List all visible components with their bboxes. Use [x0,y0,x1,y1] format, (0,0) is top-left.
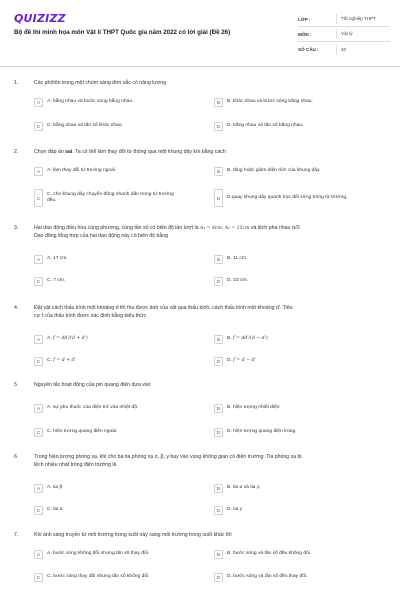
focal-formula: f = dd'/(d + d') [52,336,88,342]
option-text: A. sự phụ thuộc của điện trở vào nhiệt độ. [47,405,139,411]
option-letter: A [34,335,43,344]
option-b[interactable] [214,255,388,264]
option-letter: C [34,573,43,582]
option-text: C. hiện tượng quang điện ngoài. [47,429,118,435]
option-label: A. [47,336,52,342]
option-a[interactable] [34,98,208,107]
question-text [34,305,388,320]
option-a[interactable] [34,335,208,344]
option-text [227,336,268,342]
option-b[interactable] [214,167,388,176]
option-a[interactable] [34,484,208,493]
question-text-post: . Ta có thể làm thay đổi từ thông qua một khung dây kín bằng cách [72,149,226,155]
option-letter: C [34,122,43,131]
question-number: 3. [14,225,19,231]
option-c[interactable] [34,277,208,286]
option-text: A. tia β [47,485,63,491]
question-text-line2: Dao động tổng hợp của hai dao động này có biên độ bằng [34,232,169,239]
question-number: 7. [14,532,19,538]
meta-value: 40 [336,45,390,55]
question-text-pre: Chọn đáp án [34,149,66,155]
option-b[interactable] [214,335,388,344]
meta-value: Vật lý [336,29,390,39]
option-a[interactable] [34,404,208,413]
option-letter: D [214,506,223,515]
option-text: A. làm thay đổi từ trường ngoài. [47,168,117,174]
meta-info-box [298,12,390,57]
option-a[interactable] [34,167,208,176]
focal-formula: f = d − d' [233,358,256,364]
option-label: C. [47,358,52,364]
question-number: 1. [14,80,19,86]
question-text: Nguyên tắc hoạt động của pin quang điện dựa vào [34,382,151,388]
option-text: B. bước sóng và tần số đều không đổi. [227,551,312,557]
quizizz-logo: QUIZIZZ [14,12,66,25]
option-d[interactable] [214,357,388,366]
option-d[interactable] [214,506,388,515]
option-label: D. [227,358,232,364]
option-letter: B [214,335,223,344]
option-letter: A [34,550,43,559]
meta-row-question-count [298,42,390,57]
option-c[interactable] [34,357,208,366]
option-b[interactable] [214,550,388,559]
option-text: B. hiện tượng nhiệt điện. [227,405,281,411]
question-text-line2: cự f của thấu kính được xác định bằng biểu thức [34,312,147,319]
option-text: B. tăng hoặc giảm diện tích của khung dây. [227,168,321,174]
option-letter: C [34,506,43,515]
meta-value: Tốt nghiệp THPT [336,14,390,24]
question-text: Khi ánh sáng truyền từ môi trường trong suốt này sang môi trường trong suốt khác thì [34,532,232,538]
option-letter: D [214,573,223,582]
option-letter: D [214,357,223,366]
question-text [34,149,388,157]
option-text: C. 7 cm. [47,278,66,284]
header-divider [0,66,400,67]
question-number: 5. [14,382,19,388]
option-c[interactable] [34,122,208,131]
option-a[interactable] [34,550,208,559]
question-text-line2: lệch nhiều nhất trong điện trường là [34,461,117,468]
document-title: Bộ đề thi minh họa môn Vật lí THPT Quốc gia năm 2022 có lời giải (Đề 26) [14,29,231,36]
question-number: 2. [14,149,19,155]
amplitude-formula: A₁ = 8cm, A₂ = 15cm [200,226,250,231]
option-text: D. 23 cm. [227,278,248,284]
meta-key: MÔN : [298,31,312,37]
option-letter: D [214,428,223,437]
option-d[interactable] [214,189,364,207]
option-text: C. bằng nhau và tần số khác nhau. [47,123,123,129]
option-c[interactable] [34,189,184,207]
question-text-post: và lệch pha nhau π/2. [249,225,302,231]
meta-key: SỐ CÂU : [298,47,319,52]
meta-key: LỚP : [298,16,311,22]
option-text: A. bước sóng không đổi nhưng tần số thay đổi. [47,551,150,557]
question-text: Các phôtôn trong một chùm sáng đơn sắc có năng lượng [34,80,166,86]
option-text: C. cho khung dây chuyển động nhanh dần trong từ trường đều. [47,191,174,203]
option-letter: A [34,98,43,107]
question-number: 4. [14,305,19,311]
option-d[interactable] [214,573,388,582]
meta-row-subject [298,27,390,42]
focal-formula: f = d + d' [53,358,76,364]
option-letter: B [214,255,223,264]
option-letter: B [214,167,223,176]
focal-formula: f = dd'/(d − d') [232,336,268,342]
option-b[interactable] [214,484,388,493]
option-text: C. tia α [47,507,63,513]
option-letter: D [214,277,223,286]
option-letter: D [214,189,223,207]
option-letter: C [34,277,43,286]
option-text: D. hiện tượng quang điện trong. [227,429,297,435]
option-text [227,358,256,364]
option-text: D. tia γ [227,507,243,513]
option-letter: C [34,189,43,207]
question-text-line1: Đặt vật cách thấu kính một khoảng d thì thu được ảnh của vật qua thấu kính, cách thấu kính một khoảng d'. Tiêu [34,305,293,311]
option-d[interactable] [214,428,388,437]
option-c[interactable] [34,506,208,515]
option-a[interactable] [34,255,208,264]
question-text-pre: Hai dao động điều hòa cùng phương, cùng tần số có biên độ lần lượt là [34,225,201,231]
option-b[interactable] [214,98,388,107]
question-text-emphasis: sai [65,149,73,155]
option-text: A. 17 cm. [47,256,68,262]
option-text: B. khác nhau và bước sóng bằng nhau. [227,99,313,105]
option-c[interactable] [34,573,208,582]
option-letter: C [34,357,43,366]
question-text [34,225,388,240]
option-d[interactable] [214,277,388,286]
option-letter: D [214,122,223,131]
option-text: B. tia α và tia γ. [227,485,261,491]
question-text [34,454,388,469]
option-text: B. 11 cm. [227,256,248,262]
option-letter: A [34,255,43,264]
option-letter: B [214,98,223,107]
option-text: D.quay khung dây quanh trục đối xứng trong từ trường. [227,194,348,200]
option-letter: B [214,550,223,559]
option-c[interactable] [34,428,208,437]
option-text [47,336,88,342]
option-letter: C [34,428,43,437]
option-letter: B [214,404,223,413]
option-b[interactable] [214,404,388,413]
option-letter: B [214,484,223,493]
option-label: B. [227,336,232,342]
option-text: A. bằng nhau và bước sóng bằng nhau. [47,99,134,105]
option-text [47,358,76,364]
option-letter: A [34,167,43,176]
option-text: D. bằng nhau và tần số bằng nhau. [227,123,304,129]
question-number: 6. [14,454,19,460]
document-header [0,0,400,62]
question-text-line1: Trong hiện tượng phóng xạ, khi cho ba tia phóng xạ α, β, γ bay vào vùng không gian có điện trường. Tia phóng xạ bị [34,454,302,460]
option-letter: A [34,484,43,493]
meta-row-class [298,12,390,27]
option-letter: A [34,404,43,413]
option-text: C. bước sóng thay đổi nhưng tần số không đổi. [47,574,150,580]
option-d[interactable] [214,122,388,131]
option-text: D. bước sóng và tần số đều thay đổi. [227,574,308,580]
